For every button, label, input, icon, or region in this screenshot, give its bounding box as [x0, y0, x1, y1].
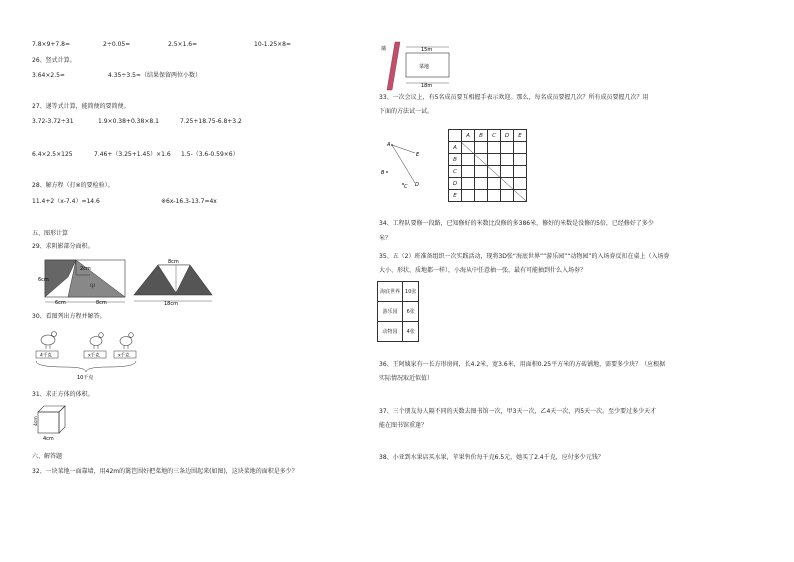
- q25-expr-3: 2.5×1.6=: [168, 41, 198, 48]
- q27-title: 27、递等式计算，能简便的要简便。: [32, 103, 130, 110]
- grid-col-e: E: [514, 130, 527, 142]
- q36-line-2: 实际情况取近似值）: [379, 375, 434, 382]
- q35-line-2: 大小、形状、质地都一样），小海从中任意抽一张，最有可能抽到什么入场券？: [379, 267, 587, 274]
- q29-fig1-mid-label: 甲: [90, 284, 96, 290]
- q31-cube-figure: [32, 403, 82, 443]
- right-column: [379, 0, 794, 562]
- q31-side-label: 4cm: [34, 416, 39, 426]
- ticket-count: 6张: [403, 302, 419, 322]
- q34-line-1: 34、工程队要修一段路，已知修好的米数比没修的多386米，修好的米数是没修的5倍，已经修好了多少: [379, 220, 654, 227]
- section-6-heading: 六、解答题: [32, 453, 63, 460]
- q30-figure: [34, 325, 144, 385]
- q32-text: 32、一块菜地一面靠墙，用42m的篱笆围好把菜地的三条边围起来(如图)，这块菜地的面积是多少？: [32, 468, 298, 475]
- q29-figure-2: [130, 255, 220, 305]
- ticket-count: 4张: [403, 322, 419, 342]
- q29-fig2-bottom-label: 18cm: [164, 301, 178, 307]
- q29-figure-1: [38, 255, 138, 305]
- q33-points-figure: [379, 135, 439, 195]
- chick-icon: [90, 333, 103, 349]
- q25-expr-4: 10-1.25×8=: [254, 41, 292, 48]
- point-b-label: B: [381, 170, 385, 176]
- grid-diagonal: [448, 129, 528, 201]
- ticket-name: 动物园: [378, 322, 403, 342]
- grid-row-d: D: [449, 178, 462, 190]
- ticket-name: 游乐园: [378, 302, 403, 322]
- q27-expr-1: 3.72-3.72÷31: [32, 118, 74, 125]
- q30-title: 30、看图列出方程并解答。: [32, 313, 106, 320]
- tickets-table: [377, 281, 419, 342]
- grid-col-a: A: [462, 130, 475, 142]
- point-a-label: A: [387, 142, 391, 148]
- section-5-heading: 五、图形计算: [32, 230, 69, 237]
- q34-line-2: 米？: [379, 235, 392, 242]
- grid-row-e: E: [449, 190, 462, 202]
- q29-fig1-bottom-right-label: 8cm: [96, 300, 107, 306]
- q30-label-1: 4千克: [40, 353, 52, 359]
- grid-row-a: A: [449, 142, 462, 154]
- q27-expr-6: 1.5-（3.6-0.59×6）: [181, 151, 239, 158]
- q30-label-2: x千克: [88, 353, 100, 359]
- ticket-count: 10张: [403, 282, 419, 302]
- chick-icon: [120, 333, 133, 349]
- point-d-label: D: [415, 182, 419, 188]
- fig32-bottom-label: 18m: [421, 83, 433, 89]
- handshake-grid-wrap: [448, 129, 528, 201]
- q32-garden-figure: [379, 40, 489, 95]
- q26-item-1: 3.64×2.5=: [32, 72, 65, 79]
- q31-bottom-label: 4cm: [43, 436, 54, 442]
- point-c-label: C: [404, 184, 408, 190]
- grid-col-d: D: [501, 130, 514, 142]
- q29-fig1-top-label: 2cm: [80, 266, 91, 272]
- q35-line-1: 35、五（2）班准备组织一次实践活动，现将3D张“海底世界”“游乐园”“动物园”的入场券反扣在桌上（入场券: [379, 253, 670, 260]
- q33-line-1: 33、一次会议上，有5名成员要互相握手表示欢迎。那么，每名成员要握几次？所有成员要握几次？用: [379, 94, 649, 101]
- q27-expr-4: 6.4×2.5×125: [32, 151, 73, 158]
- q37-line-1: 37、三个朋友每人隔不同的天数去图书馆一次，甲3天一次，乙4天一次，丙5天一次。至少要过多少天才: [379, 408, 657, 415]
- q29-title: 29、求阴影部分面积。: [32, 243, 94, 250]
- q28-title: 28、解方程（打※的要检验）。: [32, 182, 114, 189]
- q29-fig1-bottom-left-label: 6cm: [55, 300, 66, 306]
- hen-icon: [41, 332, 57, 350]
- q31-title: 31、求正方体的体积。: [32, 391, 94, 398]
- q38-text: 38、小亚到水果店买水果，苹果售价每千克6.5元，她买了2.4千克，应付多少元钱？: [379, 454, 604, 461]
- grid-row-b: B: [449, 154, 462, 166]
- q26-title: 26、竖式计算。: [32, 57, 76, 64]
- fig32-top-label: 15m: [421, 47, 433, 53]
- q27-expr-3: 7.25+18.75-6.8+3.2: [180, 118, 242, 125]
- q25-expr-2: 2÷0.05=: [103, 41, 131, 48]
- point-e-label: E: [416, 152, 420, 158]
- grid-row-c: C: [449, 166, 462, 178]
- q30-label-3: x千克: [118, 353, 130, 359]
- grid-col-b: B: [475, 130, 488, 142]
- q26-item-2: 4.35÷3.5≈（结果保留两位小数）: [108, 72, 201, 79]
- q30-total-label: 10千克: [77, 375, 94, 381]
- q37-line-2: 能在图书馆重逢？: [379, 422, 428, 429]
- q29-fig2-top-label: 8cm: [168, 259, 179, 265]
- q33-line-2: 下面的方法试一试。: [379, 108, 434, 115]
- q27-expr-5: 7.46+（3.25+1.45）×1.6: [94, 151, 171, 158]
- q36-line-1: 36、王阿姨家有一长方形房间，长4.2米，宽3.6米，用面积0.25平方米的方砖铺地，需要多少块？（应根据: [379, 361, 666, 368]
- q27-expr-2: 1.9×0.38+0.38×8.1: [98, 118, 159, 125]
- q29-fig1-left-label: 6cm: [38, 277, 49, 283]
- q28-item-1: 11.4+2（x-7.4）=14.6: [32, 198, 100, 205]
- q28-item-2: ※6x-16.3-13.7=4x: [161, 198, 217, 205]
- fig32-wall-label: 墙: [381, 46, 387, 52]
- ticket-name: 海底世界: [378, 282, 403, 302]
- q25-expr-1: 7.8×9+7.8=: [32, 41, 70, 48]
- grid-col-c: C: [488, 130, 501, 142]
- fig32-center-label: 菜地: [419, 64, 430, 70]
